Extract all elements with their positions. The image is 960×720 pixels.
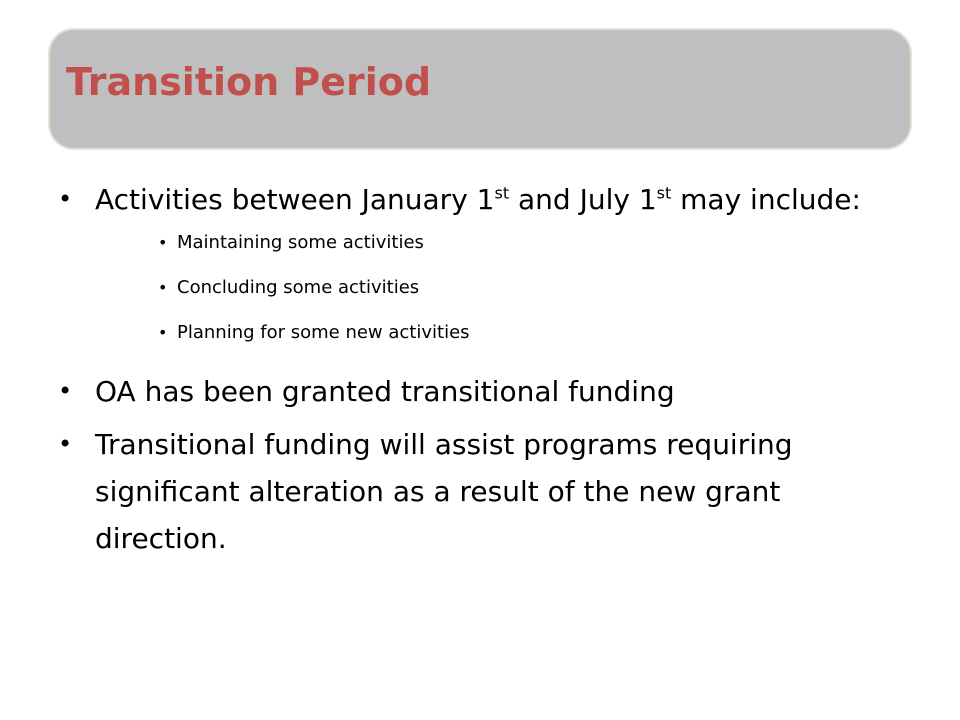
bullet-oa-funding <box>58 368 918 415</box>
bullet-dot-icon: • <box>58 430 73 458</box>
sub-bullet-maintaining <box>158 229 918 256</box>
bullet-transitional-funding-text: Transitional funding will assist programs requiring significant alteration as a result of the new grant direction. <box>95 428 793 555</box>
sub-bullet-text: Concluding some activities <box>177 277 420 298</box>
bullet-dot-icon: • <box>158 278 168 297</box>
sub-bullet-planning <box>158 319 918 346</box>
slide-title: Transition Period <box>66 60 432 104</box>
bullet-dot-icon: • <box>158 323 168 342</box>
bullet-activities <box>58 176 918 223</box>
bullet-activities-text: Activities between January 1st and July 1st may include: <box>95 183 861 216</box>
bullet-dot-icon: • <box>58 185 73 213</box>
bullet-dot-icon: • <box>58 377 73 405</box>
sub-bullet-text: Planning for some new activities <box>177 322 470 343</box>
title-bar <box>48 28 912 150</box>
bullet-dot-icon: • <box>158 233 168 252</box>
sub-bullet-text: Maintaining some activities <box>177 232 424 253</box>
bullet-transitional-funding <box>58 421 918 562</box>
bullet-oa-funding-text: OA has been granted transitional funding <box>95 375 675 408</box>
slide-content <box>58 176 918 568</box>
sub-bullet-concluding <box>158 274 918 301</box>
